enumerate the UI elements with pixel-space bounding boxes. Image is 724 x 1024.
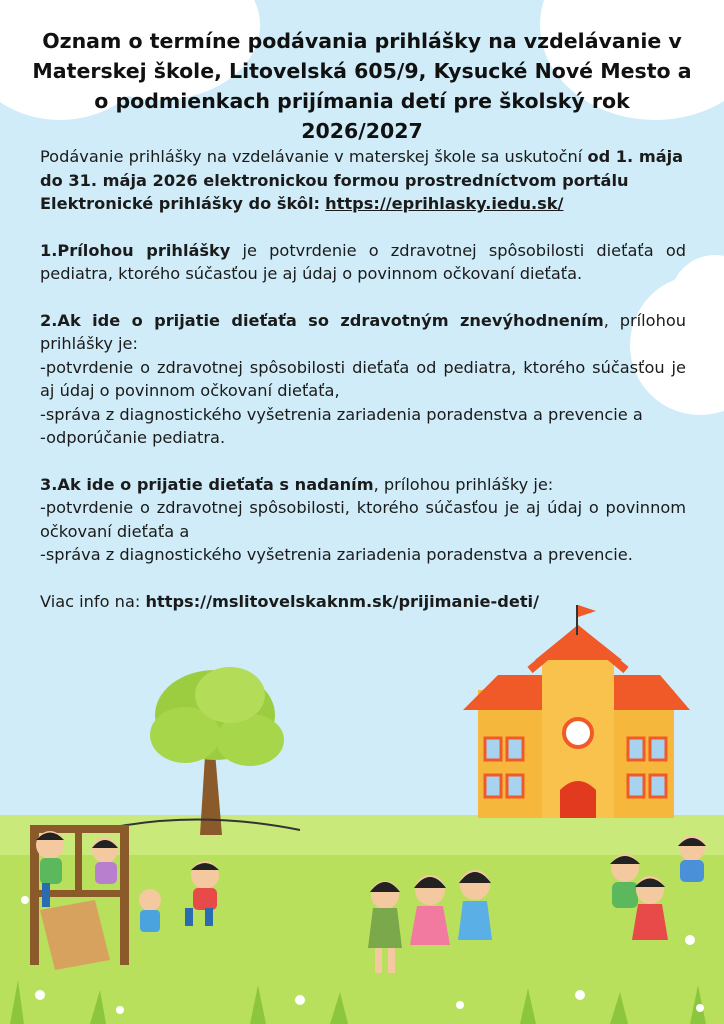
intro-dates: od 1. mája do 31. mája 2026 elektronickou formou prostredníctvom portálu Elektronické prihlášky do škôl: (40, 147, 684, 213)
section-1-text: je potvrdenie o zdravotnej spôsobilosti dieťaťa od pediatra, ktorého súčasťou je aj údaj o povinnom očkovaní dieťaťa. (40, 240, 687, 283)
page-title: Oznam o termíne podávania prihlášky na vzdelávanie v Materskej škole, Litovelská 605/9, Kysucké Nové Mesto a o podmienkach prijímania detí pre školský rok 2026/2027 (32, 29, 692, 143)
child-running-2 (632, 876, 668, 940)
tree (150, 667, 284, 835)
section-2-item: -potvrdenie o zdravotnej spôsobilosti dieťaťa od pediatra, ktorého súčasťou je aj údaj o povinnom očkovaní dieťaťa, (40, 357, 686, 400)
section-3-text: , prílohou prihlášky je: (373, 474, 554, 494)
more-info-link[interactable]: https://mslitovelskaknm.sk/prijimanie-deti/ (145, 591, 540, 611)
eprihlasky-link[interactable]: https://eprihlasky.iedu.sk/ (325, 194, 564, 213)
child-small (139, 889, 161, 932)
section-2-item: -správa z diagnostického vyšetrenia zariadenia poradenstva a prevencie a (40, 404, 643, 424)
section-2-text: , prílohou prihlášky je: (40, 310, 686, 353)
kindergarten-illustration (0, 600, 724, 1024)
section-3-item: -potvrdenie o zdravotnej spôsobilosti, ktorého súčasťou je aj údaj o povinnom očkovaní dieťaťa a (40, 498, 686, 541)
intro-text: Podávanie prihlášky na vzdelávanie v materskej škole sa uskutoční (40, 147, 583, 166)
section-2-heading: 2.Ak ide o prijatie dieťaťa so zdravotným znevýhodnením (40, 310, 604, 330)
section-1-heading: 1.Prílohou prihlášky (40, 240, 231, 260)
more-info-label: Viac info na: (40, 591, 146, 611)
section-3-item: -správa z diagnostického vyšetrenia zariadenia poradenstva a prevencie. (40, 545, 633, 564)
child-blue-dress (458, 870, 492, 940)
section-2 (40, 309, 686, 356)
section-3-heading: 3.Ak ide o prijatie dieťaťa s nadaním (40, 474, 374, 494)
section-2-item: -odporúčanie pediatra. (40, 428, 226, 447)
section-1 (40, 239, 686, 286)
section-3 (40, 473, 686, 497)
announcement-body (40, 145, 686, 613)
school-building (463, 605, 690, 818)
intro-paragraph (40, 145, 686, 216)
